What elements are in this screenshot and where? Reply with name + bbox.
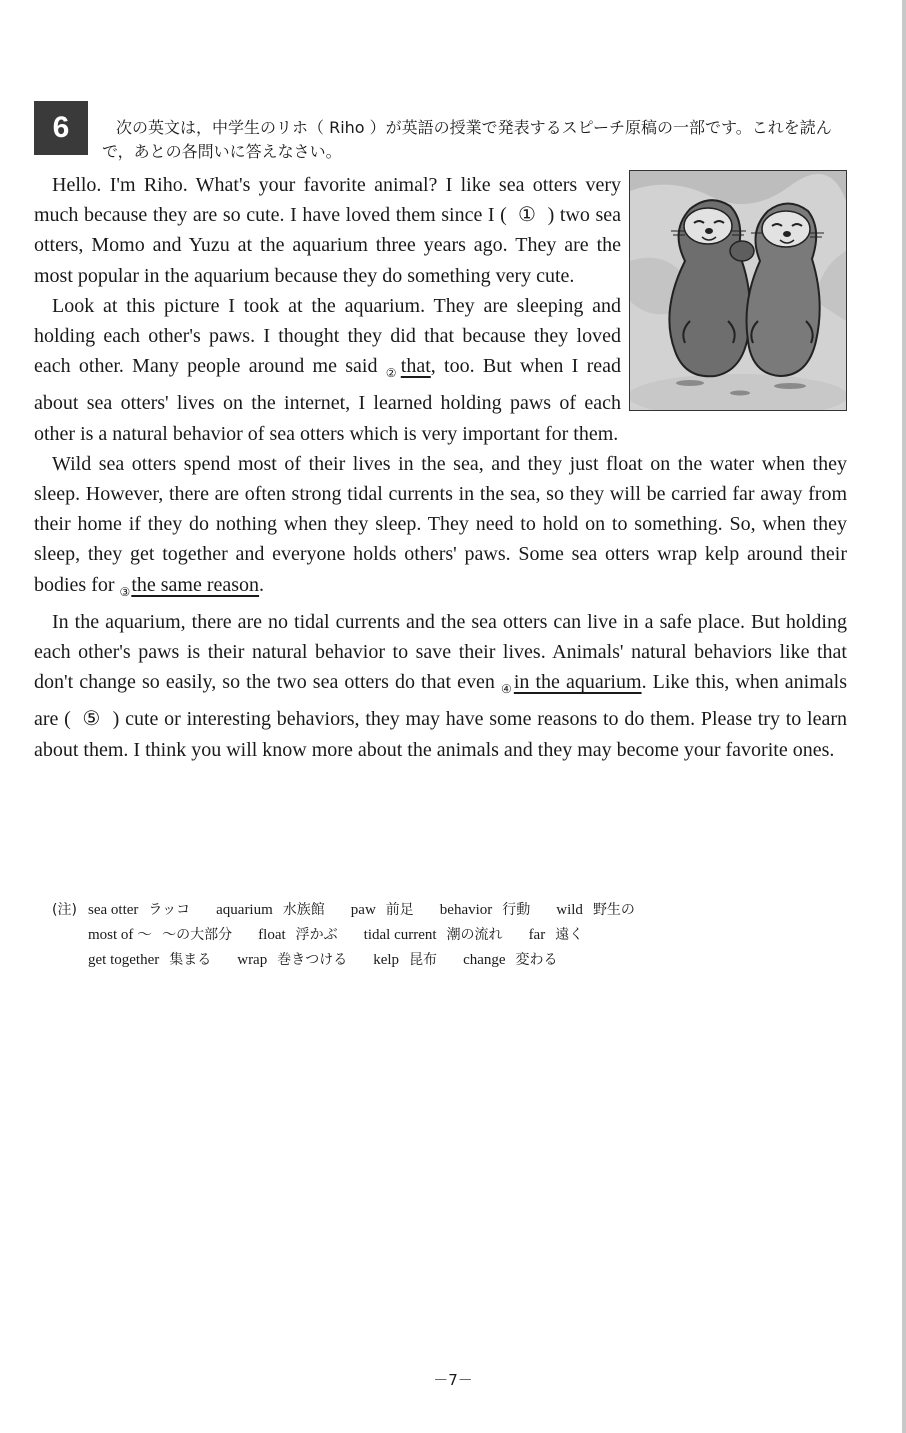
question-number-box: 6 xyxy=(34,101,88,155)
note-item: wrap 巻きつける xyxy=(237,952,348,968)
paragraph-1: Hello. I'm Riho. What's your favorite animal? I like sea otters very much because they are so cute. I have loved them since I ( ① ) two sea otters, Momo and Yuzu at the aquarium three years ago. They are the most popular in the aquarium because they do something very cute. xyxy=(34,174,621,287)
note-item: wild 野生の xyxy=(556,902,635,918)
notes-row-3 xyxy=(52,948,812,973)
marker-4: ④ xyxy=(500,682,513,697)
note-item: get together 集まる xyxy=(88,952,212,968)
note-item: aquarium 水族館 xyxy=(216,902,325,918)
page-edge xyxy=(902,0,906,1433)
note-item: change 変わる xyxy=(463,952,558,968)
paragraph-2: Look at this picture I took at the aquarium. They are sleeping and holding each other's paws. I thought they did that because they loved each other. Many people around me said $_②$that, too. But when I read about sea otters' lives on the internet, I learned holding paws of each other is a natural behavior of sea otters which is very important for them. xyxy=(34,294,621,445)
note-item: most of ～ ～の大部分 xyxy=(88,927,233,943)
marker-3: ③ xyxy=(119,584,131,599)
question-instruction: 次の英文は，中学生のリホ（ Riho ）が英語の授業で発表するスピーチ原稿の一部です。これを読んで，あとの各問いに答えなさい。 xyxy=(102,118,832,161)
underline-4: in the aquarium xyxy=(513,671,642,694)
note-item: kelp 昆布 xyxy=(373,952,438,968)
note-item: behavior 行動 xyxy=(439,902,531,918)
notes-row-1 xyxy=(52,898,812,923)
underline-3: the same reason xyxy=(131,573,260,596)
blank-1: ① xyxy=(506,204,548,227)
blank-5: ⑤ xyxy=(70,708,113,731)
note-item: tidal current 潮の流れ xyxy=(363,927,503,943)
vocabulary-notes xyxy=(52,898,812,973)
speech-passage xyxy=(34,170,847,765)
notes-row-2 xyxy=(52,923,812,948)
paragraph-3: Wild sea otters spend most of their lives in the sea, and they just float on the water when they sleep. However, there are often strong tidal currents in the sea, so they will be carried far away from their home if they do nothing when they sleep. They need to hold on to something. So, when they sleep, they get together and everyone holds others' paws. Some sea otters wrap kelp around their bodies for $_③$the same reason. xyxy=(34,452,847,599)
paragraph-4: In the aquarium, there are no tidal currents and the sea otters can live in a safe place. But holding each other's paws is their natural behavior to save their lives. Animals' natural behaviors like that don't change so easily, so the two sea otters do that even $_④$in the aquarium. Like this, when animals are ( ⑤ ) cute or interesting behaviors, they may have some reasons to do them. Please try to learn about them. I think you will know more about the animals and they may become your favorite ones. xyxy=(34,610,848,761)
note-item: sea otter ラッコ xyxy=(88,902,191,918)
notes-label: (注) xyxy=(52,902,77,918)
page-number: －7－ xyxy=(433,1371,473,1389)
marker-2: ② xyxy=(385,366,400,381)
note-item: far 遠く xyxy=(528,927,584,943)
note-item: paw 前足 xyxy=(350,902,414,918)
underline-2: that xyxy=(400,355,431,378)
note-item: float 浮かぶ xyxy=(258,927,338,943)
